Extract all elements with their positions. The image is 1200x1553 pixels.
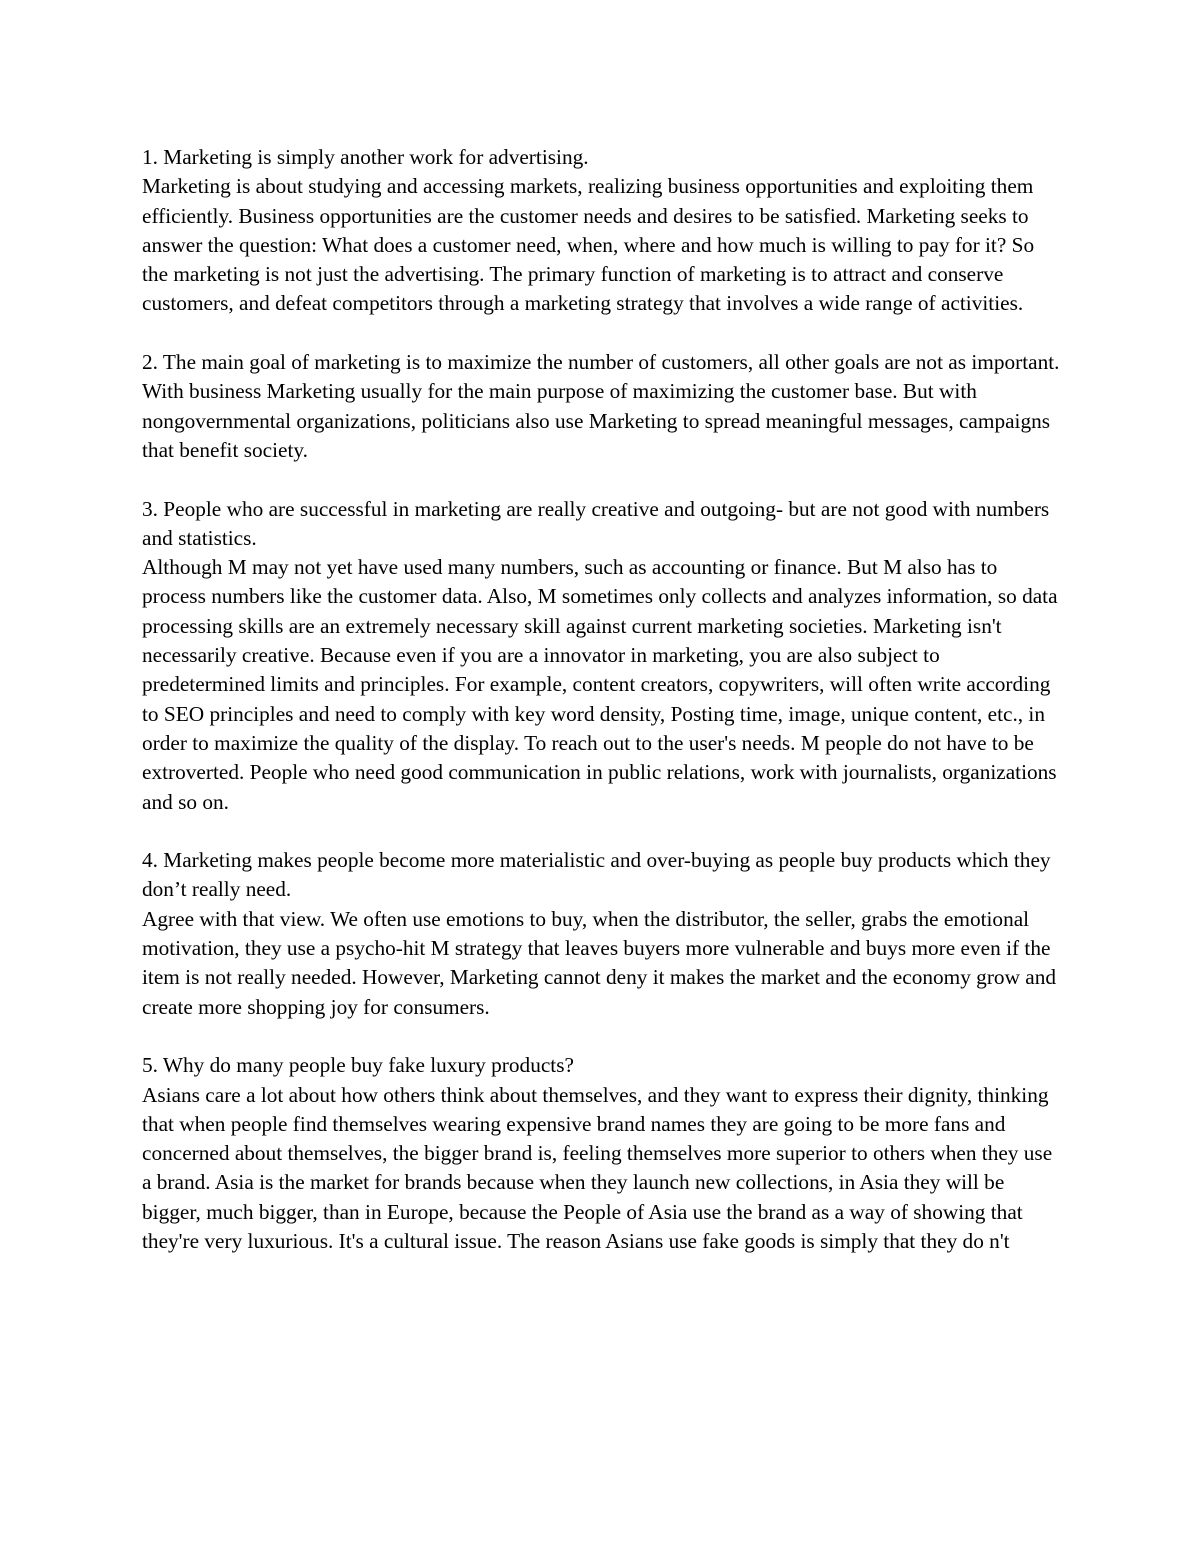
answer-paragraph: With business Marketing usually for the main purpose of maximizing the customer base. But with nongovernmental organizations, politicians also use Marketing to spread meaningful messages, campaigns that benefit society. bbox=[142, 379, 1051, 462]
document-body bbox=[142, 143, 1062, 1286]
question-heading: 1. Marketing is simply another work for advertising. bbox=[142, 145, 589, 169]
question-heading: 5. Why do many people buy fake luxury products? bbox=[142, 1053, 574, 1078]
question-heading: 3. People who are successful in marketing are really creative and outgoing- but are not good with numbers and statistics. bbox=[142, 496, 1050, 550]
qa-section-5 bbox=[142, 1051, 1062, 1256]
question-heading: 4. Marketing makes people become more materialistic and over-buying as people buy products which they don’t really need. bbox=[142, 848, 1051, 902]
qa-section-3 bbox=[142, 495, 1062, 817]
answer-paragraph: Asians care a lot about how others think about themselves, and they want to express their dignity, thinking that when people find themselves wearing expensive brand names they are going to be more fans and concerned about themselves, the bigger brand is, feeling themselves more superior to others when they use a brand. Asia is the market for brands because when they launch new collections, in Asia they will be bigger, much bigger, than in Europe, because the People of Asia use the brand as a way of showing that they're very luxurious. It's a cultural issue. The reason Asians use fake goods is simply that they do n't bbox=[142, 1082, 1053, 1253]
answer-paragraph: Although M may not yet have used many numbers, such as accounting or finance. But M also has to process numbers like the customer data. Also, M sometimes only collects and analyzes information, so data processing skills are an extremely necessary skill against current marketing societies. Marketing isn't necessarily creative. Because even if you are a innovator in marketing, you are also subject to predetermined limits and principles. For example, content creators, copywriters, will often write according to SEO principles and need to comply with key word density, Posting time, image, unique content, etc., in order to maximize the quality of the display. To reach out to the user's needs. M people do not have to be extroverted. People who need good communication in public relations, work with journalists, organizations and so on. bbox=[142, 555, 1058, 814]
answer-paragraph: Agree with that view. We often use emotions to buy, when the distributor, the seller, grabs the emotional motivation, they use a psycho-hit M strategy that leaves buyers more vulnerable and buys more even if the item is not really needed. However, Marketing cannot deny it makes the market and the economy grow and create more shopping joy for consumers. bbox=[142, 906, 1057, 1019]
qa-section-1 bbox=[142, 143, 1062, 319]
answer-paragraph: Marketing is about studying and accessing markets, realizing business opportunities and exploiting them efficiently. Business opportunities are the customer needs and desires to be satisfied. Marketing seeks to answer the question: What does a customer need, when, where and how much is willing to pay for it? So the marketing is not just the advertising. The primary function of marketing is to attract and conserve customers, and defeat competitors through a marketing strategy that involves a wide range of activities. bbox=[142, 174, 1035, 316]
qa-section-4 bbox=[142, 846, 1062, 1022]
question-heading: 2. The main goal of marketing is to maximize the number of customers, all other goals are not as important. bbox=[142, 350, 1060, 375]
qa-section-2 bbox=[142, 348, 1062, 465]
